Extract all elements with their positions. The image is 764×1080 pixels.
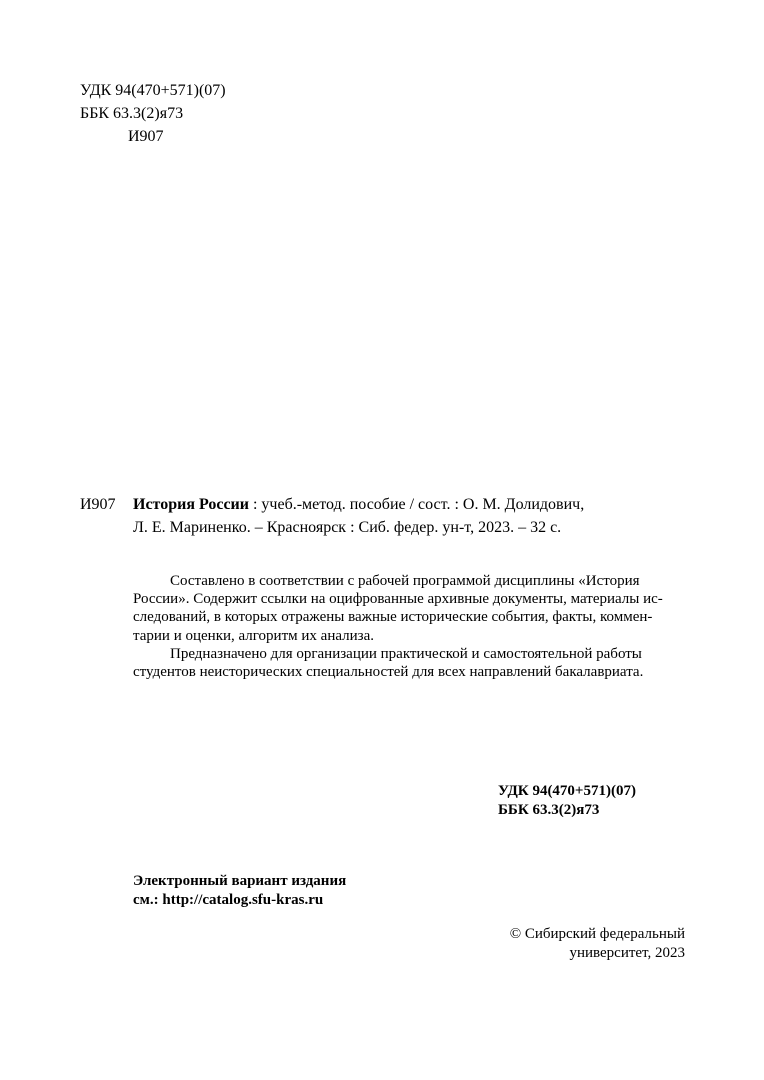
abstract-p1-line-4: тарии и оценки, алгоритм их анализа. <box>133 628 374 644</box>
biblio-line-1 <box>133 495 685 515</box>
header-udk: УДК 94(470+571)(07) <box>80 82 226 99</box>
electronic-version-link[interactable]: см.: http://catalog.sfu-kras.ru <box>133 892 324 908</box>
electronic-version-label: Электронный вариант издания <box>133 873 347 889</box>
abstract-p1-line-1: Составлено в соответствии с рабочей программой дисциплины «История <box>170 573 640 589</box>
header-bbk: ББК 63.3(2)я73 <box>80 105 184 122</box>
classification-bbk: ББК 63.3(2)я73 <box>498 802 600 818</box>
abstract-p2-line-1: Предназначено для организации практической и самостоятельной работы <box>170 646 642 662</box>
header-author-mark: И907 <box>128 128 164 145</box>
copyright-line-2: университет, 2023 <box>569 945 685 961</box>
biblio-line-2: Л. Е. Мариненко. – Красноярск : Сиб. федер. ун-т, 2023. – 32 с. <box>133 519 562 536</box>
abstract-p2-line-2: студентов неисторических специальностей для всех направлений бакалавриата. <box>133 664 644 680</box>
book-title: История России <box>133 496 249 513</box>
abstract-p1-line-2: России». Содержит ссылки на оцифрованные архивные документы, материалы ис- <box>133 591 663 607</box>
copyright-line-1: © Сибирский федеральный <box>509 926 685 942</box>
biblio-mark: И907 <box>80 496 116 513</box>
biblio-line-1-rest: : учеб.-метод. пособие / сост. : О. М. Долидович, <box>248 496 585 513</box>
abstract-p1-line-3: следований, в которых отражены важные исторические события, факты, коммен- <box>133 609 653 625</box>
classification-udk: УДК 94(470+571)(07) <box>498 783 636 799</box>
